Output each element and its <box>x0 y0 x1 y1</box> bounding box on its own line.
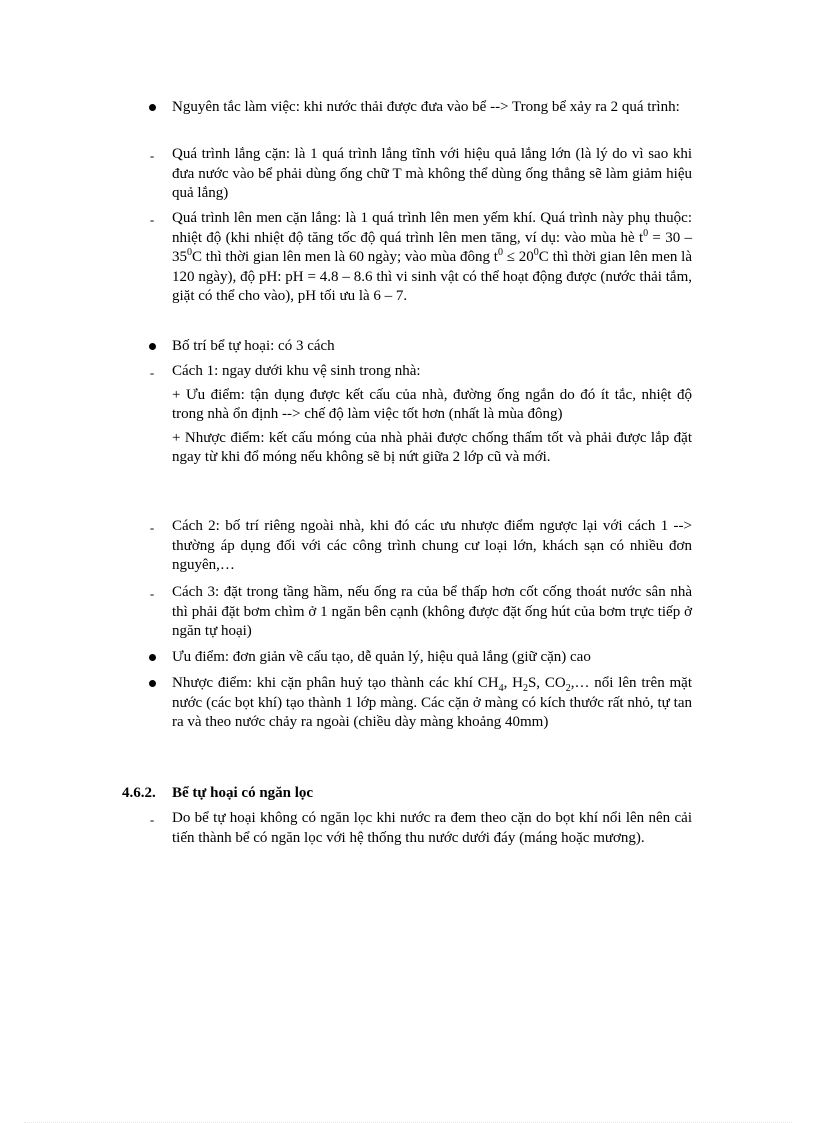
paragraph: + Nhược điểm: kết cấu móng của nhà phải được chống thấm tốt và phải được lắp đặt ngay từ khi đổ móng nếu không sẽ bị nứt giữa 2 lớp cũ và mới. <box>172 429 692 465</box>
list-item <box>172 809 692 852</box>
paragraph: Do bể tự hoại không có ngăn lọc khi nước ra đem theo cặn do bọt khí nổi lên nên cải tiến thành bể có ngăn lọc với hệ thống thu nước dưới đáy (máng hoặc mương). <box>172 810 692 846</box>
text-run: C thì thời gian lên men là 60 ngày; vào mùa đông t <box>192 249 498 265</box>
text-run: C thì thời gian lên men là 120 ngày), độ pH: pH = 4.8 – 8.6 thì vi sinh vật có thể hoạt động được (nước thải tắm, giặt có thể cho vào), pH tối ưu là 6 – 7. <box>172 249 692 304</box>
list-item <box>172 209 692 311</box>
paragraph: + Ưu điểm: tận dụng được kết cấu của nhà, đường ống ngắn do đó ít tắc, nhiệt độ trong nhà ổn định --> chế độ làm việc tốt hơn (nhất là mùa đông) <box>172 386 692 422</box>
dash-icon <box>144 583 160 605</box>
superscript: 0 <box>643 227 649 239</box>
text-run: = 30 – 35 <box>172 229 692 265</box>
text-run: ≤ 20 <box>502 249 534 265</box>
text-run: , H <box>503 675 523 691</box>
dash-icon <box>144 145 160 167</box>
subscript: 2 <box>565 683 571 694</box>
list-item <box>172 145 692 208</box>
section-number: 4.6.2. <box>122 785 156 801</box>
bullet-icon <box>144 674 160 687</box>
paragraph: Cách 1: ngay dưới khu vệ sinh trong nhà: <box>172 363 421 379</box>
list-item <box>172 648 692 672</box>
superscript: 0 <box>533 247 539 258</box>
paragraph: Quá trình lắng cặn: là 1 quá trình lắng tĩnh với hiệu quả lắng lớn (là lý do vì sao khi đưa nước vào bể phải dùng ống chữ T mà không thể dùng ống thẳng sẽ làm giảm hiệu quả lắng) <box>172 146 692 201</box>
bullet-icon <box>144 98 160 111</box>
dash-icon <box>144 517 160 539</box>
list-item <box>172 517 692 580</box>
superscript: 0 <box>187 247 192 258</box>
list-item <box>172 674 692 737</box>
list-item <box>172 337 692 361</box>
subscript: 4 <box>498 683 504 694</box>
text-run: Quá trình lên men cặn lắng: là 1 quá trình lên men yếm khí. Quá trình này phụ thuộc: nhiệt độ (khi nhiệt độ tăng tốc độ quá trình lên men tăng, ví dụ: vào mùa hè t <box>172 210 692 246</box>
paragraph: Nguyên tắc làm việc: khi nước thải được đưa vào bể --> Trong bể xảy ra 2 quá trình: <box>172 99 680 115</box>
paragraph: Bố trí bể tự hoại: có 3 cách <box>172 338 335 354</box>
text-run: S, CO <box>527 675 566 691</box>
list-item <box>172 583 692 646</box>
list-item <box>172 98 692 122</box>
bullet-icon <box>144 648 160 661</box>
superscript: 0 <box>497 247 503 258</box>
text-run: ,… nổi lên trên mặt nước (các bọt khí) tạo thành 1 lớp màng. Các cặn ở màng có kích thước rất nhỏ, tự tan ra và theo nước chảy ra ngoài (chiều dày màng khoảng 40mm) <box>172 675 692 730</box>
bullet-icon <box>144 337 160 350</box>
paragraph: Cách 3: đặt trong tầng hầm, nếu ống ra của bể thấp hơn cốt cống thoát nước sân nhà thì phải đặt bơm chìm ở 1 ngăn bên cạnh (không được đặt ống hút của bơm trực tiếp ở ngăn tự hoại) <box>172 584 692 639</box>
section-title: Bể tự hoại có ngăn lọc <box>172 785 314 801</box>
dash-icon <box>144 209 160 231</box>
dash-icon <box>144 809 160 831</box>
text-run: Nhược điểm: khi cặn phân huỷ tạo thành các khí CH <box>172 675 499 691</box>
paragraph: Ưu điểm: đơn giản về cấu tạo, dễ quản lý, hiệu quả lắng (giữ cặn) cao <box>172 649 591 665</box>
dash-icon <box>144 362 160 384</box>
paragraph <box>172 209 692 307</box>
section-heading <box>122 785 313 802</box>
paragraph <box>172 674 692 733</box>
paragraph: Cách 2: bố trí riêng ngoài nhà, khi đó các ưu nhược điểm ngược lại với cách 1 --> thường áp dụng đối với các công trình chung cư loại lớn, khách sạn có nhiều đơn nguyên,… <box>172 518 692 573</box>
list-item <box>172 362 692 472</box>
subscript: 2 <box>522 683 528 694</box>
